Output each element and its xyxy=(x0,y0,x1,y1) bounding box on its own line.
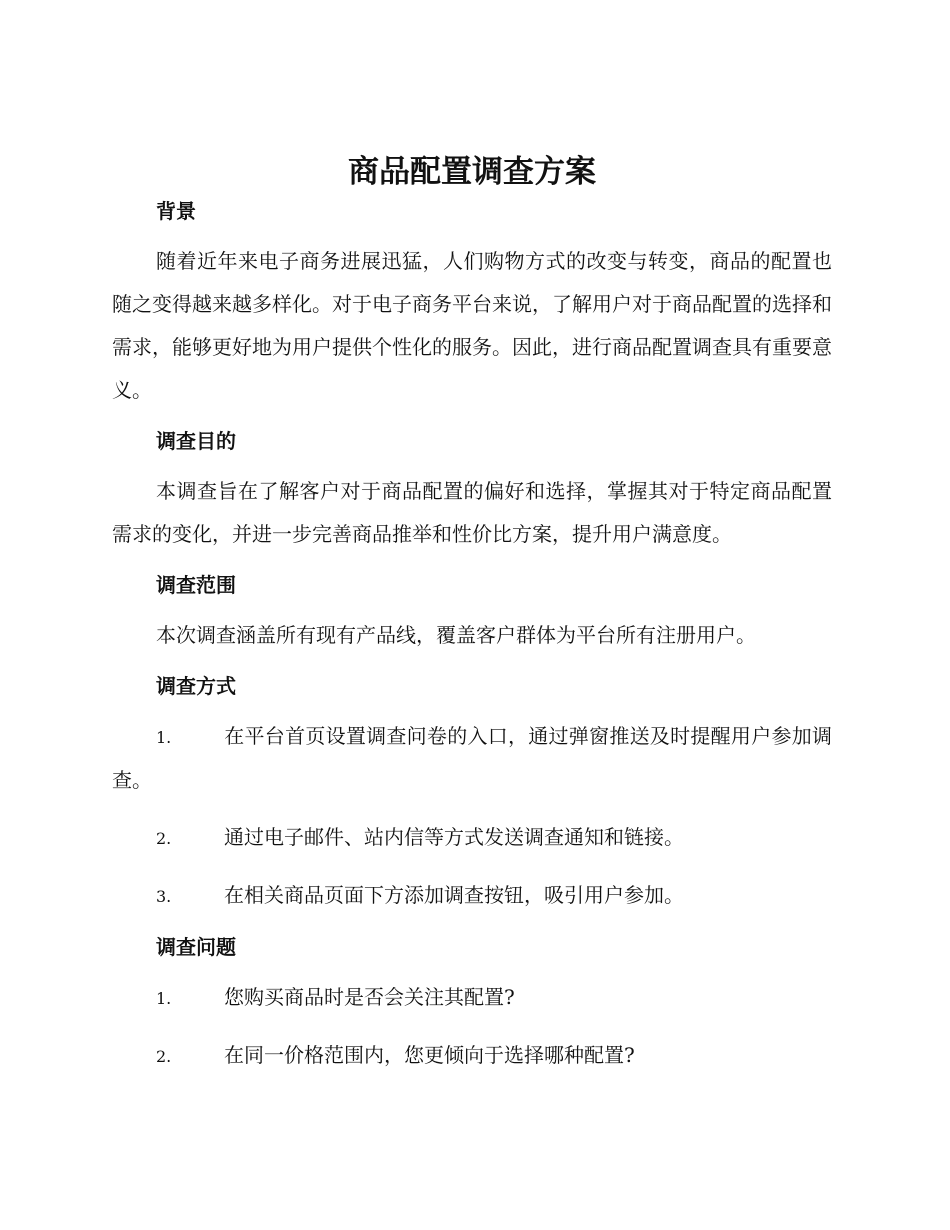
heading-method: 调查方式 xyxy=(156,674,236,698)
heading-purpose: 调查目的 xyxy=(156,429,236,453)
paragraph-scope: 本次调查涵盖所有现有产品线，覆盖客户群体为平台所有注册用户。 xyxy=(156,623,756,647)
list-item xyxy=(112,976,832,1020)
paragraph-purpose: 本调查旨在了解客户对于商品配置的偏好和选择，掌握其对于特定商品配置需求的变化，并进一步完善商品推举和性价比方案，提升用户满意度。 xyxy=(112,479,832,546)
list-item-number: 2. xyxy=(156,1047,172,1066)
heading-scope: 调查范围 xyxy=(156,573,236,597)
heading-background: 背景 xyxy=(156,199,196,223)
document-page xyxy=(112,150,832,1078)
list-item-text: 在相关商品页面下方添加调查按钮，吸引用户参加。 xyxy=(224,883,684,907)
list-item-text: 通过电子邮件、站内信等方式发送调查通知和链接。 xyxy=(224,825,684,849)
list-item xyxy=(112,1034,832,1078)
list-item xyxy=(112,816,832,860)
list-item-number: 1. xyxy=(156,989,172,1008)
list-item xyxy=(112,874,832,918)
list-item-number: 1. xyxy=(156,728,172,747)
list-item-text: 在平台首页设置调查问卷的入口，通过弹窗推送及时提醒用户参加调查。 xyxy=(112,724,832,792)
document-title: 商品配置调查方案 xyxy=(348,154,596,190)
list-item-number: 3. xyxy=(156,887,172,906)
list-item-text: 您购买商品时是否会关注其配置? xyxy=(224,985,515,1009)
list-item xyxy=(112,715,832,802)
heading-questions: 调查问题 xyxy=(156,935,236,959)
paragraph-background: 随着近年来电子商务进展迅猛，人们购物方式的改变与转变，商品的配置也随之变得越来越多样化。对于电子商务平台来说，了解用户对于商品配置的选择和需求，能够更好地为用户提供个性化的服务。因此，进行商品配置调查具有重要意义。 xyxy=(112,249,832,402)
list-item-text: 在同一价格范围内，您更倾向于选择哪种配置? xyxy=(224,1043,635,1067)
list-item-number: 2. xyxy=(156,829,172,848)
